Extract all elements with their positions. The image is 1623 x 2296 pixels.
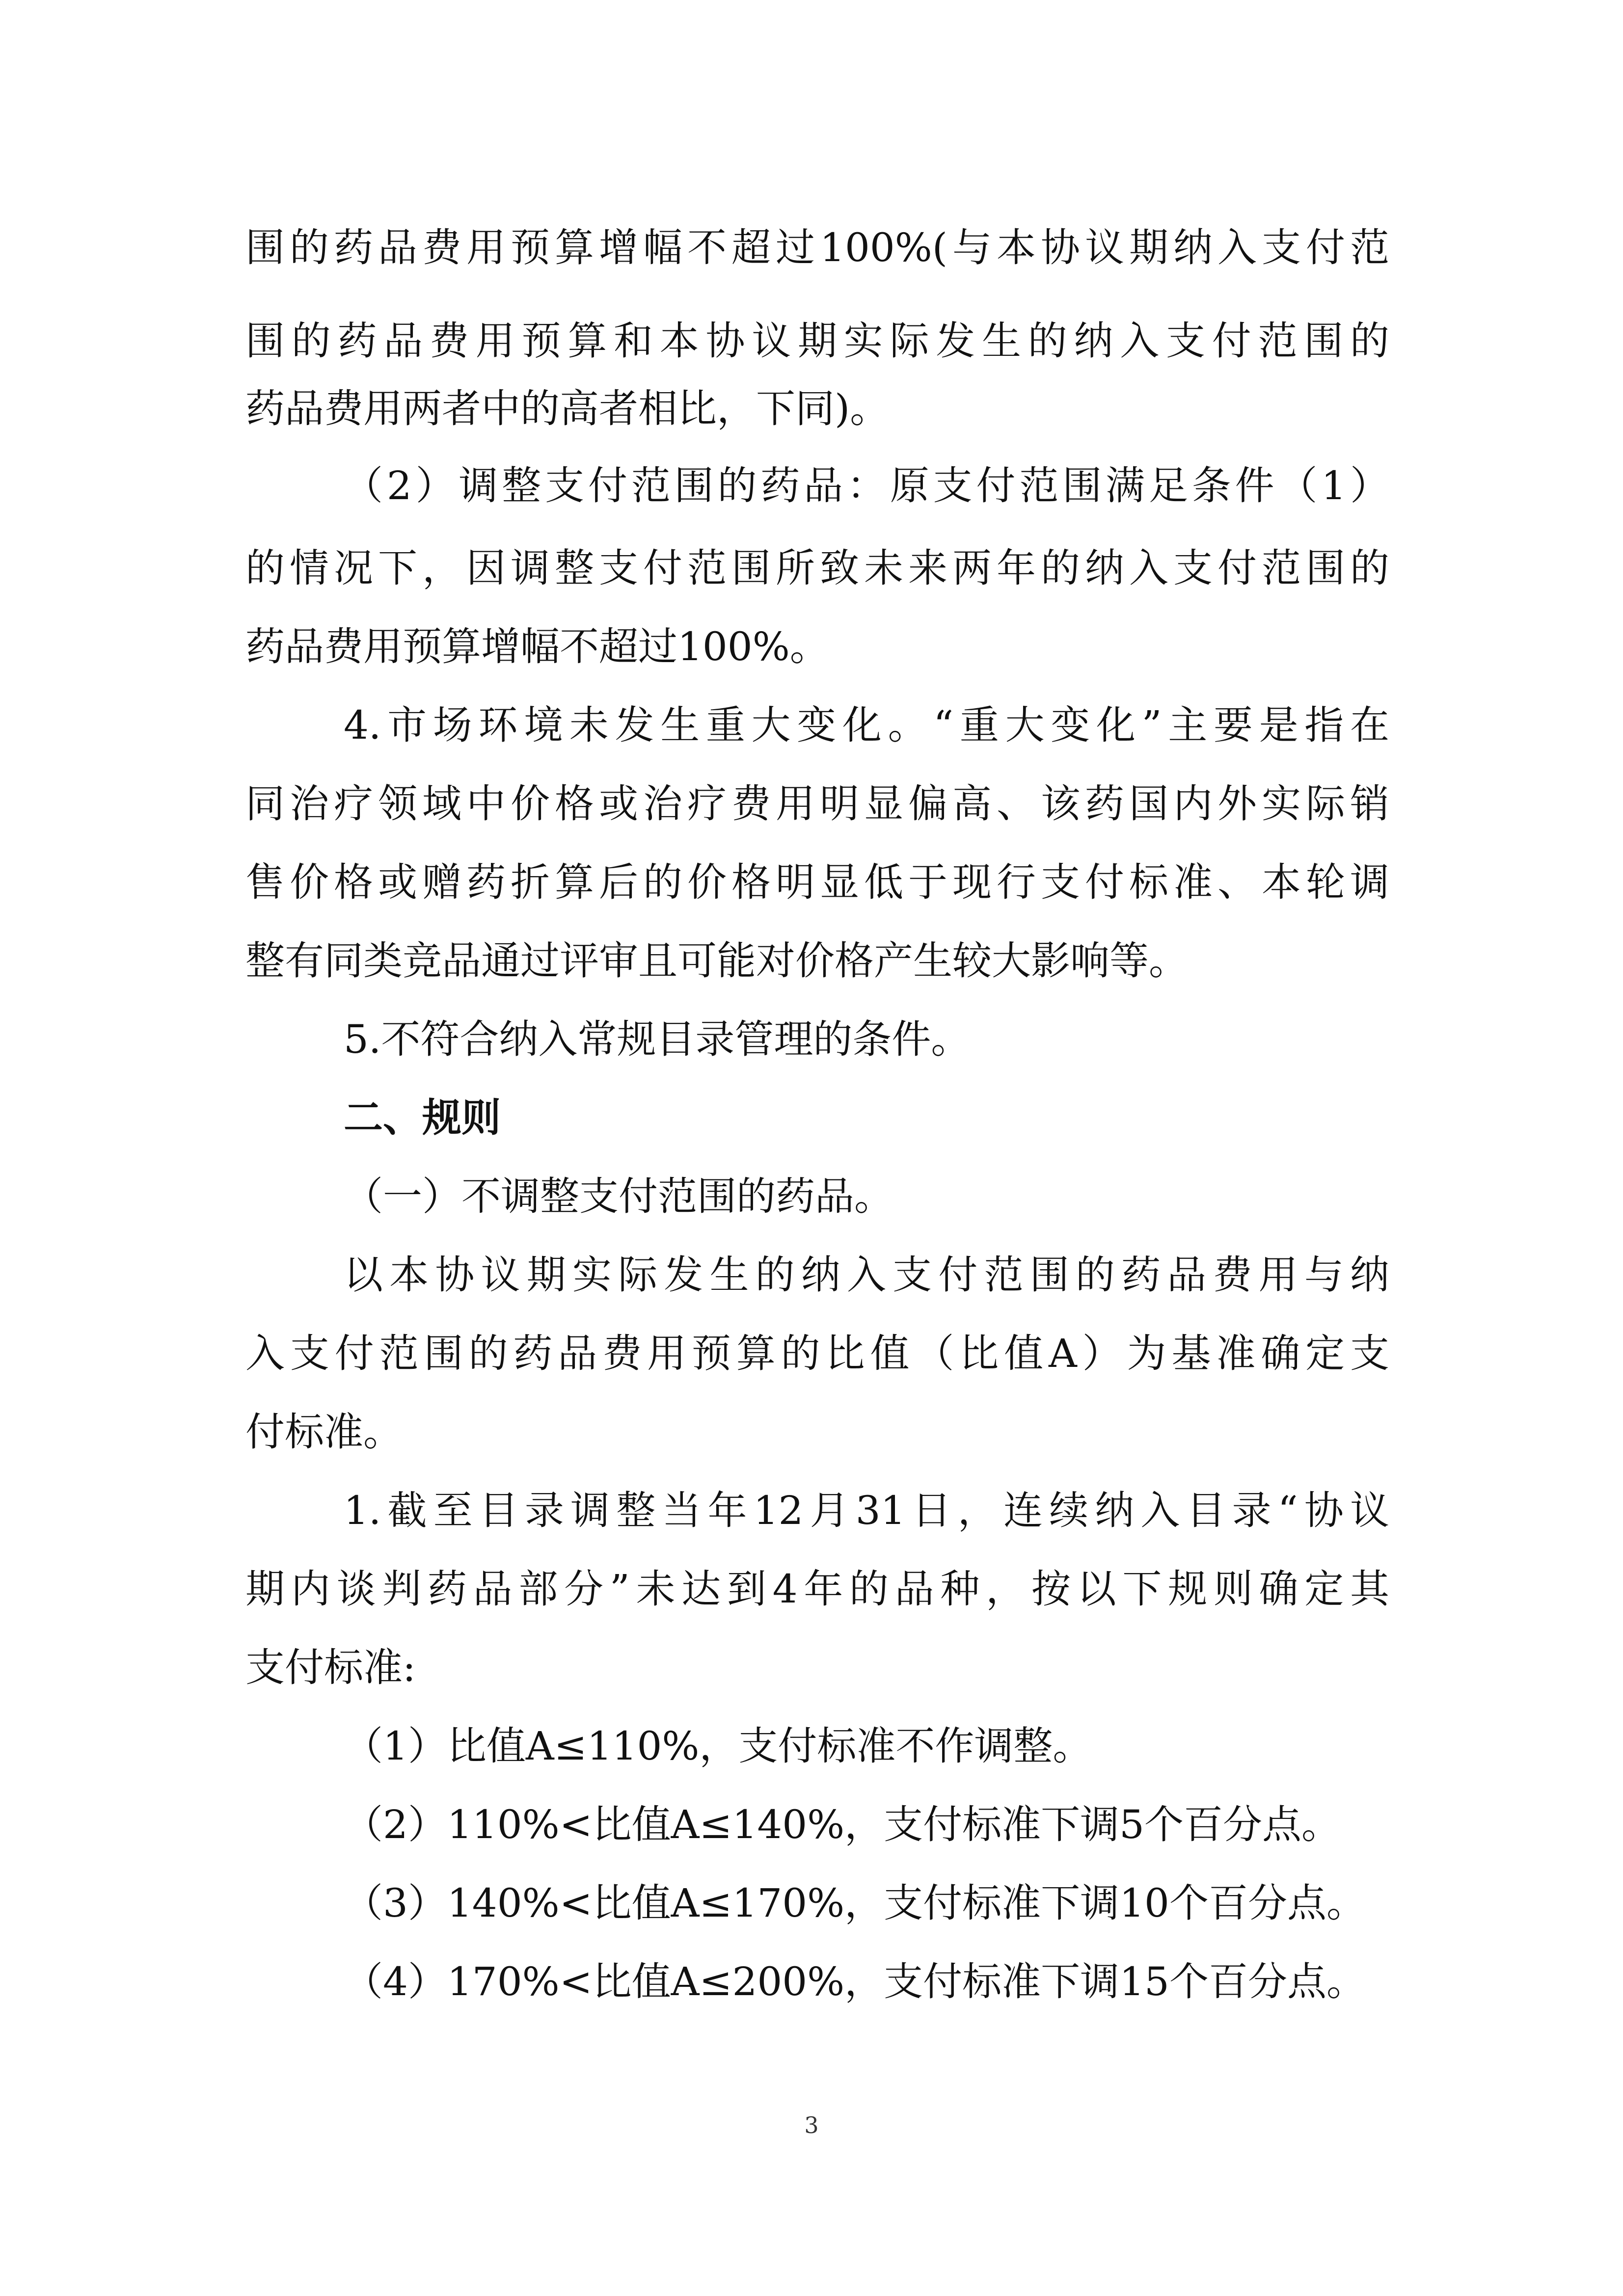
body-text-line: 入支付范围的药品费用预算的比值（比值A）为基准确定支: [245, 1331, 1389, 1376]
body-text-line: 药品费用两者中的高者相比，下同)。: [245, 386, 890, 431]
body-text-line: 售价格或赠药折算后的价格明显低于现行支付标准、本轮调: [245, 859, 1389, 905]
body-text-line: 围的药品费用预算增幅不超过100%(与本协议期纳入支付范: [245, 225, 1389, 270]
body-text-line: 整有同类竞品通过评审且可能对价格产生较大影响等。: [245, 938, 1188, 984]
body-text-line: 期内谈判药品部分”未达到4年的品种，按以下规则确定其: [245, 1566, 1389, 1612]
list-item: （4）170%<比值A≤200%，支付标准下调15个百分点。: [344, 1959, 1366, 2004]
body-text-line: 支付标准:: [245, 1645, 416, 1690]
body-text-line: 药品费用预算增幅不超过100%。: [245, 624, 829, 669]
body-text-line: 同治疗领域中价格或治疗费用明显偏高、该药国内外实际销: [245, 781, 1389, 827]
body-text-line: 1.截至目录调整当年12月31日，连续纳入目录“协议: [344, 1488, 1389, 1533]
body-text-line: 4.市场环境未发生重大变化。“重大变化”主要是指在: [344, 702, 1389, 748]
list-item: （3）140%<比值A≤170%，支付标准下调10个百分点。: [344, 1880, 1366, 1926]
body-text-line: 付标准。: [245, 1409, 403, 1455]
body-text-line: 以本协议期实际发生的纳入支付范围的药品费用与纳: [344, 1252, 1389, 1298]
section-heading: 二、规则: [344, 1095, 501, 1141]
subsection-heading: （一）不调整支付范围的药品。: [344, 1174, 893, 1219]
page-number: 3: [804, 2112, 819, 2138]
body-text-line: 5.不符合纳入常规目录管理的条件。: [344, 1016, 971, 1062]
list-item: （1）比值A≤110%，支付标准不作调整。: [344, 1723, 1092, 1769]
list-item: （2）110%<比值A≤140%，支付标准下调5个百分点。: [344, 1802, 1341, 1847]
body-text-line: 的情况下，因调整支付范围所致未来两年的纳入支付范围的: [245, 545, 1389, 591]
body-text-line: 围的药品费用预算和本协议期实际发生的纳入支付范围的: [245, 318, 1389, 364]
body-text-line: （2）调整支付范围的药品：原支付范围满足条件（1）: [344, 463, 1389, 508]
